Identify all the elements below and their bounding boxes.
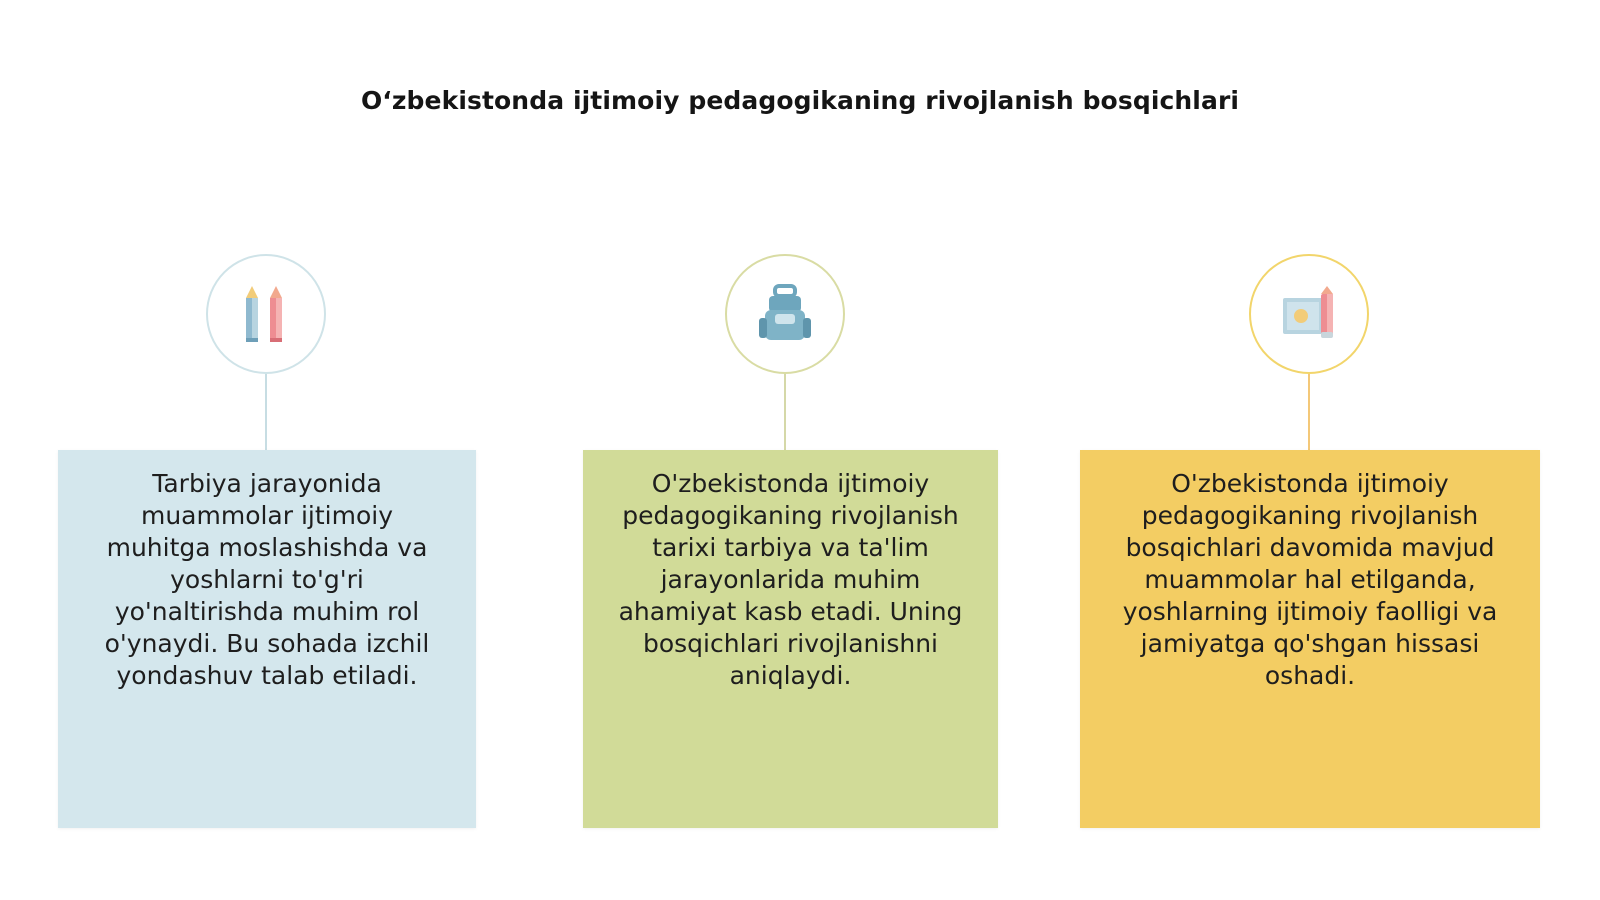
stage-1-icon-circle [206, 254, 326, 374]
stage-3-icon-circle [1249, 254, 1369, 374]
stage-2-text: O'zbekistonda ijtimoiy pedagogikaning rivojlanish tarixi tarbiya va ta'lim jarayonlarida muhim ahamiyat kasb etadi. Uning bosqichlari rivojlanishni aniqlaydi. [618, 469, 963, 690]
backpack-icon [755, 284, 815, 344]
stage-1-connector [265, 374, 267, 450]
page-title: O‘zbekistonda ijtimoiy pedagogikaning rivojlanish bosqichlari [360, 86, 1240, 115]
stage-2-connector [784, 374, 786, 450]
pencils-icon [242, 284, 290, 344]
stage-3-connector [1308, 374, 1310, 450]
stage-3-text: O'zbekistonda ijtimoiy pedagogikaning rivojlanish bosqichlari davomida mavjud muammolar hal etilganda, yoshlarning ijtimoiy faolligi va jamiyatga qo'shgan hissasi oshadi. [1122, 469, 1498, 690]
stage-2-icon-circle [725, 254, 845, 374]
stage-1-text: Tarbiya jarayonida muammolar ijtimoiy muhitga moslashishda va yoshlarni to'g'ri yo'naltirishda muhim rol o'ynaydi. Bu sohada izchil yondashuv talab etiladi. [104, 469, 430, 690]
stage-3-card [1080, 450, 1540, 828]
stage-1-card [58, 450, 476, 828]
stage-2-card [583, 450, 998, 828]
drawing-board-icon [1279, 284, 1339, 344]
